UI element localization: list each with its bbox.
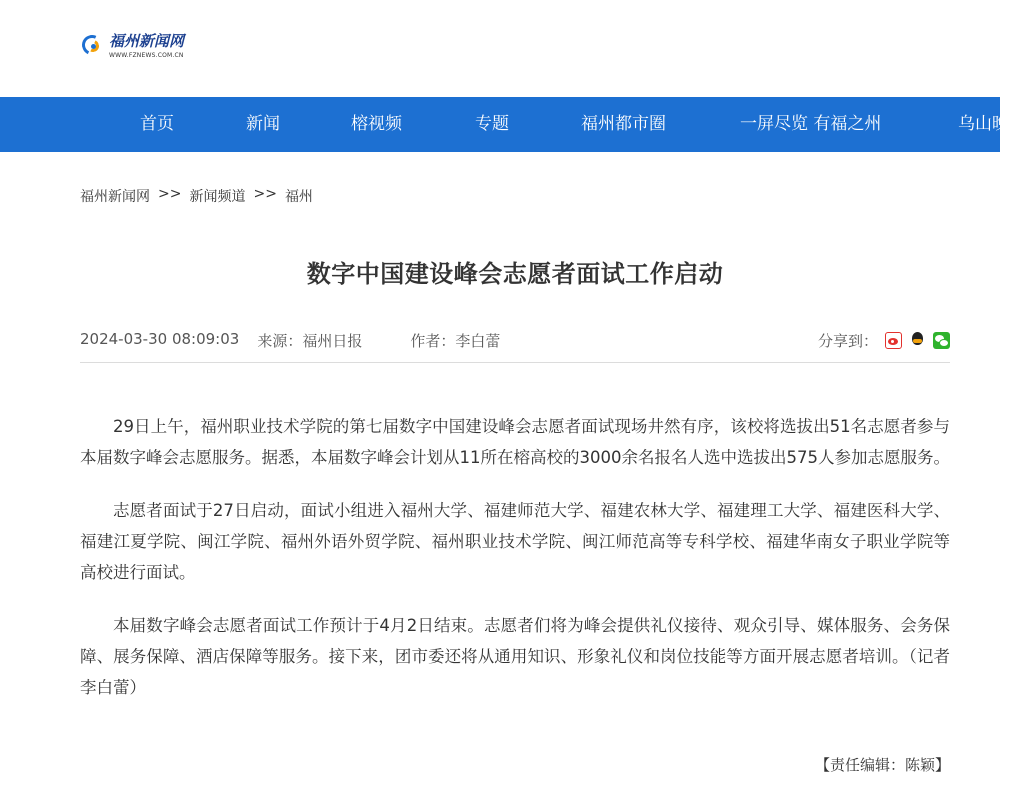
breadcrumb-news[interactable]: 新闻频道	[189, 189, 246, 205]
share-label: 分享到：	[817, 332, 878, 350]
author-label: 作者：	[410, 332, 456, 350]
article-datetime: 2024-03-30 08:09:03	[80, 330, 240, 348]
article-author: 李白蕾	[455, 332, 501, 350]
wechat-icon[interactable]	[933, 332, 950, 349]
meta-divider	[80, 362, 950, 363]
nav-item-video[interactable]: 榕视频	[351, 114, 402, 134]
site-header	[0, 0, 1000, 97]
breadcrumb	[80, 186, 313, 206]
nav-item-topics[interactable]: 专题	[475, 114, 509, 134]
breadcrumb-separator: >>	[253, 186, 277, 202]
logo-text: 福州新闻网	[109, 32, 185, 50]
weibo-icon[interactable]	[885, 332, 902, 349]
article-paragraph: 志愿者面试于27日启动，面试小组进入福州大学、福建师范大学、福建农林大学、福建理工大学、福建医科大学、福建江夏学院、闽江学院、福州外语外贸学院、福州职业技术学院、闽江师范高等专科学校、福建华南女子职业学院等高校进行面试。	[80, 501, 950, 582]
nav-item-home[interactable]: 首页	[140, 114, 174, 134]
main-nav	[0, 97, 1009, 152]
breadcrumb-separator: >>	[158, 186, 182, 202]
share-bar	[818, 330, 950, 351]
article-title: 数字中国建设峰会志愿者面试工作启动	[306, 260, 724, 288]
logo-icon	[80, 33, 106, 59]
source-label: 来源：	[257, 332, 303, 350]
article-source: 福州日报	[302, 332, 363, 350]
nav-item-metro[interactable]: 福州都市圈	[581, 114, 666, 134]
nav-item-news[interactable]: 新闻	[246, 114, 280, 134]
article-paragraph: 本届数字峰会志愿者面试工作预计于4月2日结束。志愿者们将为峰会提供礼仪接待、观众引导、媒体服务、会务保障、展务保障、酒店保障等服务。接下来，团市委还将从通用知识、形象礼仪和岗位技能等方面开展志愿者培训。（记者 李白蕾）	[80, 616, 950, 697]
nav-item-fuzhou[interactable]: 一屏尽览 有福之州	[740, 114, 882, 134]
article-paragraph: 29日上午，福州职业技术学院的第七届数字中国建设峰会志愿者面试现场井然有序，该校将选拔出51名志愿者参与本届数字峰会志愿服务。据悉，本届数字峰会计划从11所在榕高校的3000余名报名人选中选拔出575人参加志愿服务。	[80, 417, 950, 467]
nav-item-wushan[interactable]: 乌山晚	[958, 114, 1009, 134]
responsible-editor: 【责任编辑：陈颖】	[814, 756, 950, 774]
article-meta	[80, 330, 500, 351]
breadcrumb-home[interactable]: 福州新闻网	[80, 189, 150, 205]
breadcrumb-fuzhou[interactable]: 福州	[284, 189, 313, 205]
qq-icon[interactable]	[909, 332, 926, 349]
site-logo[interactable]	[80, 33, 184, 65]
logo-url: WWW.FZNEWS.COM.CN	[109, 52, 184, 59]
article-body	[80, 411, 950, 725]
